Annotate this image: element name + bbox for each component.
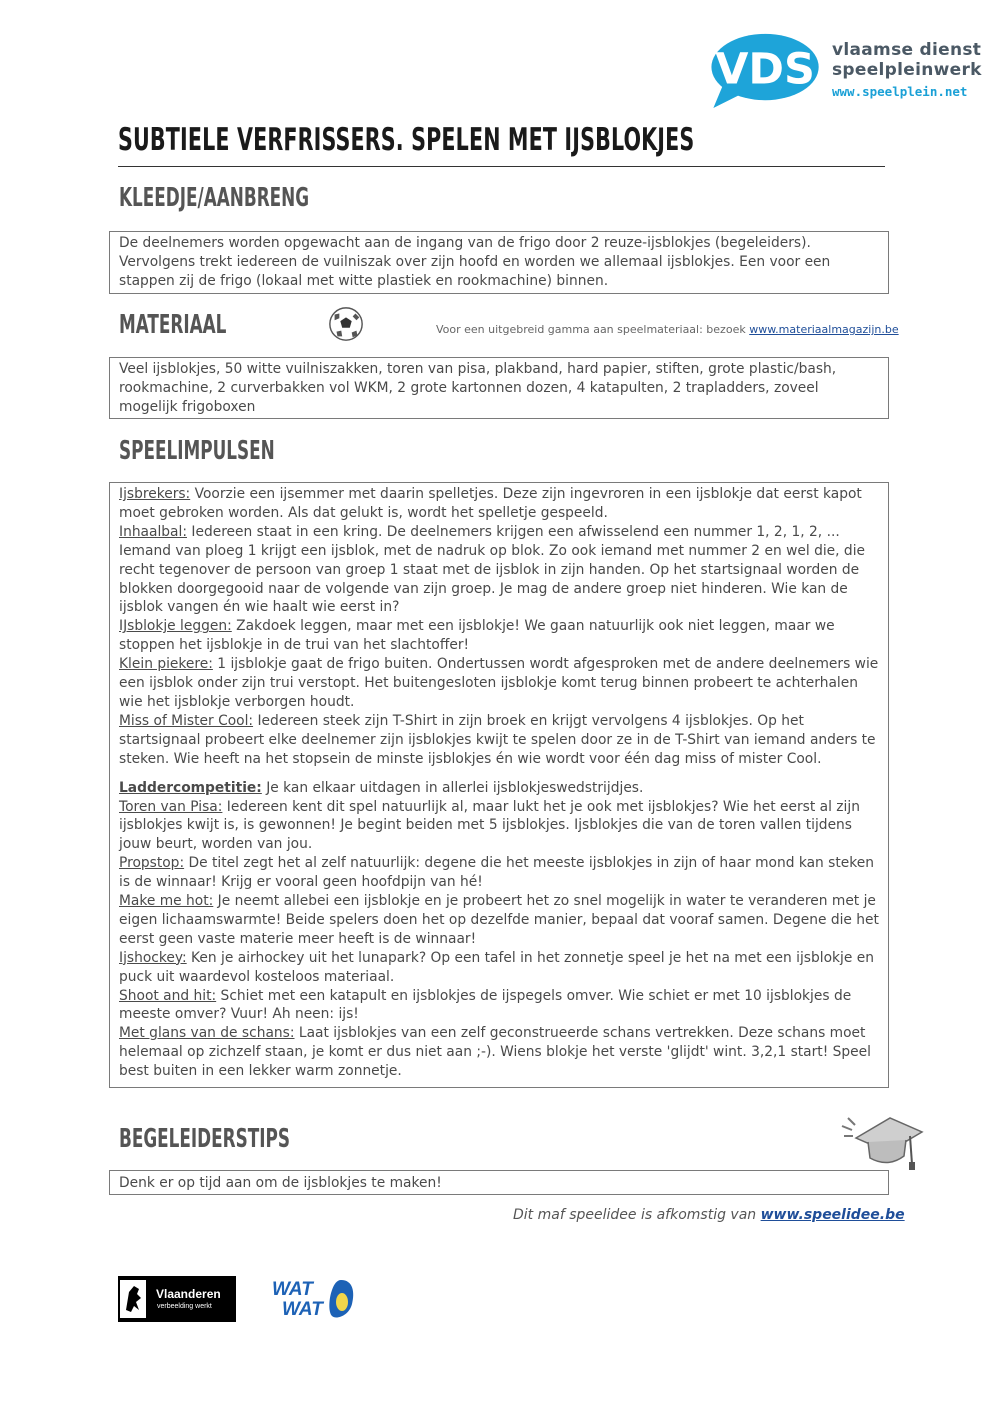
- competition-item: [119, 987, 880, 1025]
- competition-text: Je kan elkaar uitdagen in allerlei ijsblokjeswedstrijdjes.: [261, 779, 644, 796]
- speelimpulsen-box: [109, 482, 889, 1088]
- materiaal-note-text: Voor een uitgebreid gamma aan speelmateriaal: bezoek: [436, 323, 750, 336]
- begeleiderstips-text: Denk er op tijd aan om de ijsblokjes te maken!: [119, 1175, 442, 1191]
- page-title: SUBTIELE VERFRISSERS. SPELEN MET IJSBLOKJES: [118, 122, 695, 158]
- materiaalmagazijn-link[interactable]: www.materiaalmagazijn.be: [749, 323, 899, 336]
- lion-icon: [120, 1280, 146, 1318]
- impuls-item: [119, 485, 880, 523]
- graduation-cap-icon: [838, 1112, 924, 1174]
- watwat-line-2: WAT: [282, 1299, 323, 1320]
- competition-item-label: Propstop:: [119, 855, 185, 872]
- watwat-logo[interactable]: [272, 1276, 356, 1324]
- competition-item-label: Met glans van de schans:: [119, 1025, 295, 1042]
- competition-item-text: De titel zegt het al zelf natuurlijk: degene die het meeste ijsblokjes in zijn of haar mond kan steken is de winnaar! Krijg er vooral geen hoofdpijn van hé!: [119, 855, 874, 891]
- competition-item-label: Shoot and hit:: [119, 987, 217, 1004]
- impuls-item: [119, 712, 880, 769]
- competition-item: [119, 1024, 880, 1081]
- vds-bubble-icon: [708, 30, 826, 108]
- kleedje-box: [109, 231, 889, 294]
- section-heading-speelimpulsen: SPEELIMPULSEN: [119, 436, 275, 466]
- impuls-label: Miss of Mister Cool:: [119, 712, 254, 729]
- logo-line-1: vlaamse dienst: [832, 40, 982, 60]
- competition-item-text: Iedereen kent dit spel natuurlijk al, maar lukt het je ook met ijsblokjes? Wie het eerst al zijn ijsblokjes kwijt is, is gewonnen! Je begint beiden met 5 ijsblokjes. Ijsblokjes die van de toren vallen tijdens jouw beurt, worden van jou.: [119, 798, 860, 853]
- impuls-item: [119, 655, 880, 712]
- materiaal-note: [436, 323, 899, 336]
- competition-label: Laddercompetitie:: [119, 779, 262, 796]
- vlaanderen-name: Vlaanderen: [156, 1287, 221, 1301]
- section-heading-materiaal: MATERIAAL: [119, 310, 227, 340]
- kleedje-text: De deelnemers worden opgewacht aan de ingang van de frigo door 2 reuze-ijsblokjes (begeleiders). Vervolgens trekt iedereen de vuilniszak over zijn hoofd en worden we allemaal ijsblokjes. Een voor een stappen zij de frigo (lokaal met witte plastiek en rookmachine) binnen.: [119, 235, 831, 289]
- credit-text: Dit maf speelidee is afkomstig van: [513, 1207, 761, 1223]
- speelidee-link[interactable]: www.speelidee.be: [760, 1207, 905, 1223]
- impuls-text: 1 ijsblokje gaat de frigo buiten. Ondertussen wordt afgesproken met de andere deelnemers wie een ijsblok onder zijn trui verstopt. Het buitengesloten ijsblokje komt terug binnen probeert te achterhalen wie het ijsblokje verborgen houdt.: [119, 656, 879, 710]
- competition-item-label: Ijshockey:: [119, 949, 187, 966]
- competition-item-text: Ken je airhockey uit het lunapark? Op een tafel in het zonnetje speel je het na met een ijsblokje en puck uit waardevol kosteloos materiaal.: [119, 949, 874, 985]
- impuls-text: Voorzie een ijsemmer met daarin spelletjes. Deze zijn ingevroren in een ijsblokje dat eerst kapot moet gebroken worden. Als dat gelukt is, wordt het spelletje gespeeld.: [119, 486, 862, 521]
- impuls-text: Zakdoek leggen, maar met een ijsblokje! We gaan natuurlijk ook niet leggen, maar we stoppen het ijsblokje in de trui van het slachtoffer!: [119, 618, 835, 654]
- competition-item: [119, 892, 880, 949]
- watwat-line-1: WAT: [272, 1279, 313, 1300]
- competition-item-text: Laat ijsblokjes van een zelf geconstrueerde schans vertrekken. Deze schans moet helemaal op zichzelf staan, je komt er dus niet aan ;-). Wiens blokje het verste 'glijdt' wint. 3,2,1 start! Speel best buiten in een lekker warm zonnetje.: [119, 1025, 871, 1080]
- impuls-item: [119, 523, 880, 618]
- competition-item-text: Je neemt allebei een ijsblokje en je probeert het zo snel mogelijk in water te veranderen met je eigen lichaamswarmte! Beide spelers doen het op dezelfde manier, bepaal dat vooraf samen. Degene die het eerst geen vaste materie meer heeft is de winnaar!: [119, 893, 879, 947]
- title-divider: [118, 166, 885, 167]
- competition-item-text: Schiet met een katapult en ijsblokjes de ijspegels omver. Wie schiet er met 10 ijsblokjes de meeste omver? Vuur! Ah neen: ijs!: [119, 987, 852, 1023]
- impuls-label: Klein piekere:: [119, 656, 213, 673]
- competition-intro: [119, 779, 880, 798]
- competition-item: [119, 854, 880, 892]
- vlaanderen-tagline: verbeelding werkt: [157, 1303, 212, 1310]
- vds-mark: VDS: [715, 44, 815, 95]
- competition-item-label: Make me hot:: [119, 893, 214, 910]
- competition-item: [119, 798, 880, 855]
- paragraph-gap: [119, 769, 880, 779]
- logo-url: www.speelplein.net: [832, 84, 968, 99]
- vlaanderen-logo[interactable]: [118, 1276, 236, 1322]
- competition-item: [119, 949, 880, 987]
- impuls-label: Ijsbrekers:: [119, 486, 191, 502]
- soccer-ball-icon: [327, 305, 365, 343]
- begeleiderstips-box: [109, 1170, 889, 1195]
- impuls-text: Iedereen staat in een kring. De deelnemers krijgen een afwisselend een nummer 1, 2, 1, 2, ... Iemand van ploeg 1 krijgt een ijsblok, met de nadruk op blok. Zo ook iemand met nummer 2 en wel die, die recht tegenover de persoon van groep 1 staat met de ijsblok in zijn handen. Op het startsignaal worden de blokken doorgegooid naar de volgende van zijn groep. Je mag de andere groep niet hinderen. Wie kan de ijsblok vangen én wie haalt wie eerst in?: [119, 523, 866, 616]
- vds-logo[interactable]: [708, 30, 982, 120]
- impuls-label: IJsblokje leggen:: [119, 618, 232, 635]
- impuls-text: Iedereen steek zijn T-Shirt in zijn broek en krijgt vervolgens 4 ijsblokjes. Op het startsignaal probeert elke deelnemer zijn ijsblokjes kwijt te spelen door ze in de T-Shirt van iemand anders te steken. Wie heeft na het stopsein de minste ijsblokjes én wie wordt voor één dag miss of mister Cool.: [119, 712, 876, 767]
- competition-item-label: Toren van Pisa:: [119, 798, 223, 815]
- impuls-item: [119, 617, 880, 655]
- logo-line-2: speelpleinwerk: [832, 60, 982, 80]
- materiaal-text: Veel ijsblokjes, 50 witte vuilniszakken, toren van pisa, plakband, hard papier, stiften, grote plastic/bash, rookmachine, 2 curverbakken vol WKM, 2 grote kartonnen dozen, 4 katapulten, 2 trapladders, zoveel mogelijk frigoboxen: [119, 361, 837, 415]
- credit-line: [513, 1207, 905, 1223]
- section-heading-kleedje: KLEEDJE/AANBRENG: [119, 183, 310, 213]
- impuls-label: Inhaalbal:: [119, 523, 187, 540]
- watwat-bubble-icon: [326, 1278, 356, 1322]
- section-heading-begeleiderstips: BEGELEIDERSTIPS: [119, 1124, 290, 1154]
- materiaal-box: [109, 357, 889, 419]
